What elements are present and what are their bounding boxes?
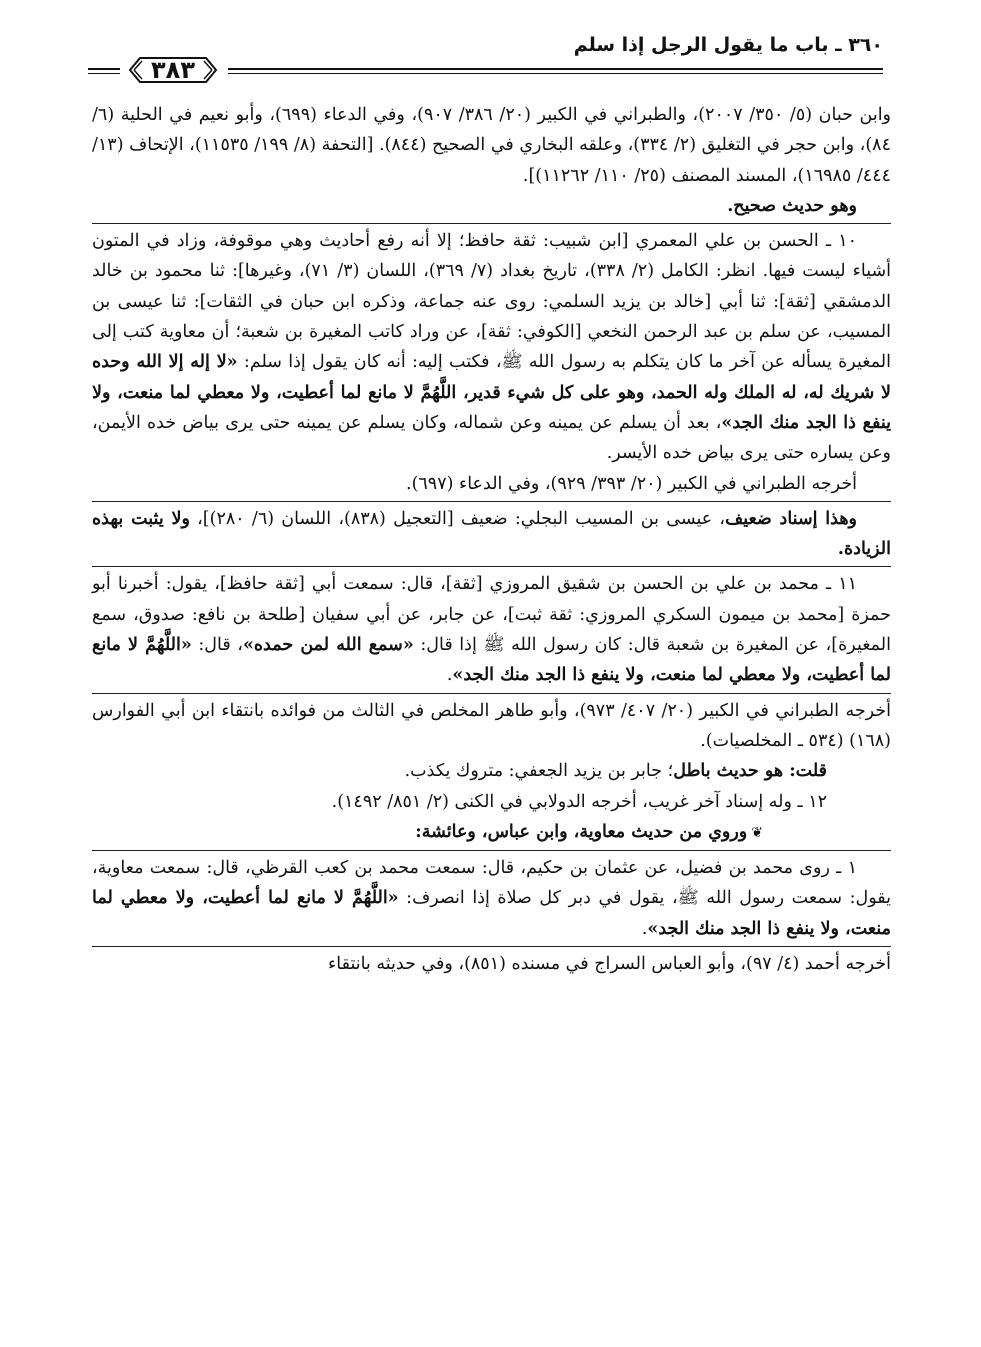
bold-text: «لا إله إلا الله وحده لا شريك له، له الملك وله الحمد، وهو على كل شيء قدير، اللَّهُمَّ لا مانع لما أعطيت، ولا معطي لما منعت، ولا ينفع ذا الجد منك الجد» bbox=[92, 352, 891, 433]
section-rule bbox=[92, 223, 891, 224]
page-header bbox=[88, 28, 883, 88]
section-rule bbox=[92, 566, 891, 567]
paragraph bbox=[92, 504, 891, 565]
section-rule bbox=[92, 501, 891, 502]
bold-text: قلت: هو حديث باطل bbox=[673, 761, 827, 782]
page-number-badge bbox=[124, 52, 222, 88]
page-body bbox=[92, 100, 891, 979]
text-run: أخرجه الطبراني في الكبير (٢٠/ ٤٠٧/ ٩٧٣)، وأبو طاهر المخلص في الثالث من فوائده بانتقاء ابن أبي الفوارس (١٦٨) (٥٣٤ ـ المخلصيات). bbox=[92, 700, 891, 751]
bold-text: وهو حديث صحيح. bbox=[727, 195, 857, 216]
text-run: أخرجه أحمد (٤/ ٩٧)، وأبو العباس السراج في مسنده (٨٥١)، وفي حديثه بانتقاء bbox=[328, 954, 891, 975]
paragraph bbox=[92, 569, 891, 690]
paragraph bbox=[92, 817, 891, 848]
paragraph bbox=[92, 787, 891, 817]
text-run: ، قال: bbox=[191, 635, 243, 656]
leaf-ornament-icon: ❦ bbox=[751, 824, 763, 841]
section-rule bbox=[92, 946, 891, 947]
bold-text: وروي من حديث معاوية، وابن عباس، وعائشة: bbox=[415, 821, 748, 842]
paragraph bbox=[92, 191, 891, 221]
text-run: . bbox=[641, 918, 648, 939]
header-rule bbox=[228, 68, 883, 70]
text-run: ؛ جابر بن يزيد الجعفي: متروك يكذب. bbox=[404, 761, 674, 782]
header-rule bbox=[88, 73, 120, 74]
text-run: ١٠ ـ الحسن بن علي المعمري [ابن شبيب: ثقة حافظ؛ إلا أنه رفع أحاديث وهي موقوفة، وزاد في المتون أشياء ليست فيها. انظر: الكامل (٢/ ٣٣٨)، تاريخ بغداد (٧/ ٣٦٩)، اللسان (٣/ ٧١)، وغيرها]: ثنا محمود بن خالد الدمشقي [ثقة]: ثنا أبي [خالد بن يزيد السلمي: روى عنه جماعة، وذكره ابن حبان في الثقات]: ثنا عيسى بن المسيب، عن سلم بن عبد الرحمن النخعي [الكوفي: ثقة]، عن وراد كاتب المغيرة بن شعبة؛ أن معاوية كتب إلى المغيرة يسأله عن آخر ما كان يتكلم به رسول الله ﷺ، فكتب إليه: أنه كان يقول إذا سلم: bbox=[92, 231, 892, 373]
text-run: ، عيسى بن المسيب البجلي: ضعيف [التعجيل (٨٣٨)، اللسان (٦/ ٢٨٠)]، bbox=[189, 508, 726, 529]
paragraph bbox=[92, 226, 891, 468]
bold-text: ولا يثبت بهذه الزيادة. bbox=[92, 508, 891, 560]
text-run: وابن حبان (٥/ ٣٥٠/ ٢٠٠٧)، والطبراني في الكبير (٢٠/ ٣٨٦/ ٩٠٧)، وفي الدعاء (٦٩٩)، وأبو نعيم في الحلية (٦/ ٨٤)، وابن حجر في التغليق (٢/ ٣٣٤)، وعلقه البخاري في الصحيح (٨٤٤). [التحفة (٨/ ١٩٩/ ١١٥٣٥)، الإتحاف (١٣/ ٤٤٤/ ١٦٩٨٥)، المسند المصنف (٢٥/ ١١٠/ ١١٢٦٢)]. bbox=[92, 105, 892, 186]
text-run: ١١ ـ محمد بن علي بن الحسن بن شقيق المروزي [ثقة]، قال: سمعت أبي [ثقة حافظ]، يقول: أخبرنا أبو حمزة [محمد بن ميمون السكري المروزي: ثقة ثبت]، عن جابر، عن أبي سفيان [طلحة بن نافع: صدوق، سمع المغيرة]، عن المغيرة بن شعبة قال: كان رسول الله ﷺ إذا قال: bbox=[92, 574, 891, 656]
bold-text: «سمع الله لمن حمده» bbox=[242, 635, 414, 656]
text-run: ١ ـ روى محمد بن فضيل، عن عثمان بن حكيم، قال: سمعت محمد بن كعب القرظي، قال: سمعت معاوية، يقول: سمعت رسول الله ﷺ، يقول في دبر كل صلاة إذا انصرف: bbox=[92, 858, 892, 909]
section-rule bbox=[92, 850, 891, 851]
text-run: ، بعد أن يسلم عن يمينه وعن شماله، وكان يسلم عن يمينه حتى يرى بياض خده الأيمن، وعن يساره حتى يرى بياض خده الأيسر. bbox=[92, 412, 891, 464]
text-run: . bbox=[446, 665, 453, 686]
paragraph bbox=[92, 100, 891, 191]
text-run: أخرجه الطبراني في الكبير (٢٠/ ٣٩٣/ ٩٢٩)، وفي الدعاء (٦٩٧). bbox=[406, 473, 857, 494]
paragraph bbox=[92, 756, 891, 786]
paragraph bbox=[92, 696, 891, 757]
paragraph bbox=[92, 949, 891, 979]
bold-text: وهذا إسناد ضعيف bbox=[725, 508, 857, 529]
paragraph bbox=[92, 853, 891, 944]
page-number: ٣٨٣ bbox=[151, 56, 195, 84]
bold-text: «اللَّهُمَّ لا مانع لما أعطيت، ولا معطي لما منعت، ولا ينفع ذا الجد منك الجد» bbox=[92, 635, 891, 686]
bold-text: «اللَّهُمَّ لا مانع لما أعطيت، ولا معطي لما منعت، ولا ينفع ذا الجد منك الجد» bbox=[92, 888, 891, 939]
header-rule bbox=[228, 73, 883, 74]
paragraph bbox=[92, 469, 891, 499]
header-rule bbox=[88, 68, 120, 70]
running-title: ٣٦٠ ـ باب ما يقول الرجل إذا سلم bbox=[573, 34, 883, 56]
text-run: ١٢ ـ وله إسناد آخر غريب، أخرجه الدولابي في الكنى (٢/ ٨٥١/ ١٤٩٢). bbox=[331, 791, 827, 812]
section-rule bbox=[92, 693, 891, 694]
